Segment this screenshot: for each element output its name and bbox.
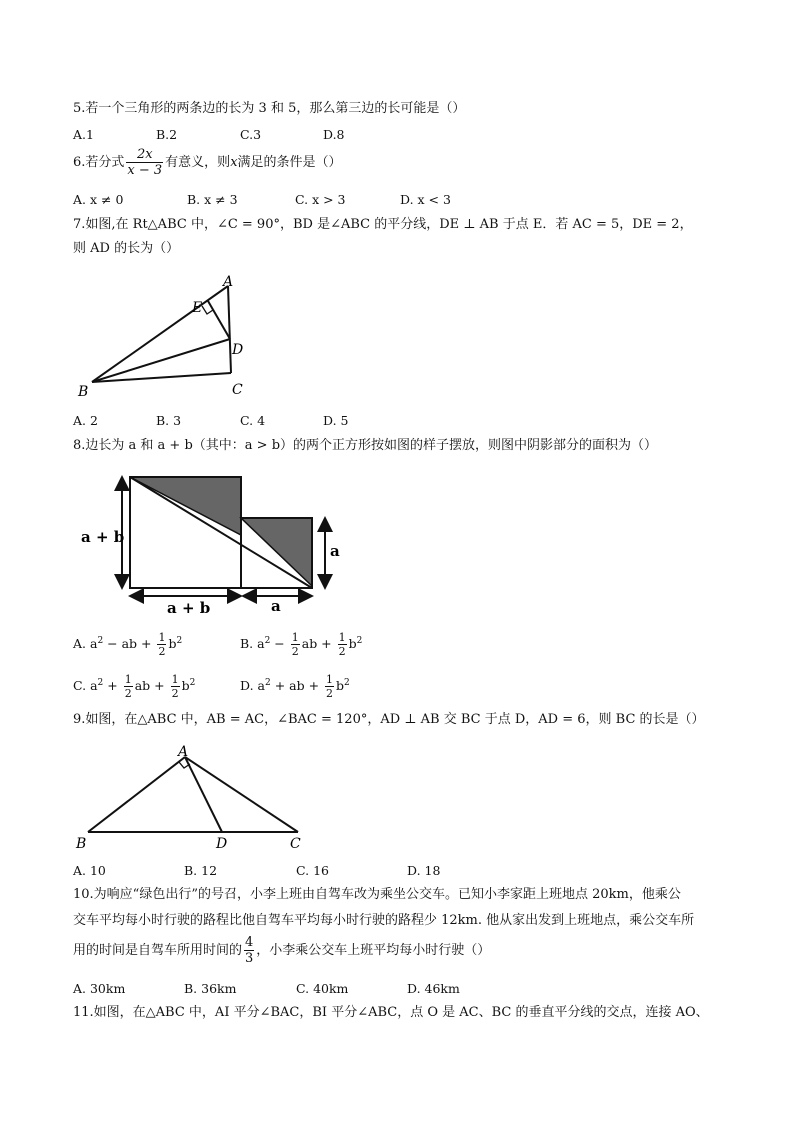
q10-stem-line3: 用的时间是自驾车所用时间的 $\frac{4}{3}$ ，小李乘公交车上班平均每小时行驶（） (73, 935, 491, 966)
q9-option-b: B. 12 (184, 863, 218, 878)
q8-label-right: a (330, 542, 340, 560)
q7-side-ab (92, 286, 228, 382)
q6-option-c: C. x > 3 (295, 192, 346, 207)
q7-label-e: E (192, 300, 203, 316)
q8-stem: 8.边长为 a 和 a + b（其中：a > b）的两个正方形按如图的样子摆放，则图中阴影部分的面积为（） (73, 438, 658, 453)
q6-option-d: D. x < 3 (400, 192, 451, 207)
q6-option-a: A. x ≠ 0 (73, 192, 124, 207)
q9-option-c: C. 16 (296, 863, 329, 878)
q8-shade-large (130, 477, 241, 535)
q9-figure (72, 740, 312, 852)
q9-stem: 9.如图，在△ABC 中，AB = AC，∠BAC = 120°，AD ⊥ AB 交 BC 于点 D，AD = 6，则 BC 的长是（） (73, 712, 705, 727)
q8-label-left: a + b (81, 528, 125, 546)
q8-b-frac1: $\frac{1}{2}$ (291, 631, 299, 659)
q8-option-d: D. $a^2$ + ab + $\frac{1}{2}$ $b^2$ (240, 673, 350, 701)
q7-stem-line2: 则 AD 的长为（） (73, 241, 180, 256)
q7-option-c: C. 4 (240, 413, 266, 428)
q5-option-c: C.3 (240, 127, 262, 142)
q9-option-a: A. 10 (73, 863, 106, 878)
q6-frac-num: 2x (126, 148, 163, 163)
q9-label-a: A (178, 744, 189, 760)
q7-label-c: C (232, 382, 243, 398)
q5-option-d: D.8 (323, 127, 345, 142)
q6-var: x (230, 155, 238, 170)
q7-label-d: D (232, 342, 244, 358)
q7-option-a: A. 2 (73, 413, 98, 428)
q5-option-a: A.1 (73, 127, 94, 142)
q6-frac-den: x − 3 (127, 163, 163, 178)
q6-fraction (126, 148, 163, 177)
q10-option-a: A. 30km (73, 981, 126, 996)
q9-label-b: B (76, 836, 87, 852)
q6-stem (73, 148, 342, 177)
q8-label-bottom-right: a (271, 597, 281, 615)
q8-c-frac1: $\frac{1}{2}$ (124, 673, 132, 701)
q7-segment-de (208, 301, 230, 339)
q5-stem: 5.若一个三角形的两条边的长为 3 和 5，那么第三边的长可能是（） (73, 101, 466, 116)
q8-a-frac: $\frac{1}{2}$ (158, 631, 166, 659)
q7-side-bc (92, 373, 231, 382)
q10-option-d: D. 46km (407, 981, 460, 996)
q8-b-frac2: $\frac{1}{2}$ (338, 631, 346, 659)
q10-stem-line1: 10.为响应“绿色出行”的号召，小李上班由自驾车改为乘坐公交车。已知小李家距上班地点 20km，他乘公 (73, 887, 681, 902)
q10-option-b: B. 36km (184, 981, 237, 996)
q11-stem-line1: 11.如图，在△ABC 中，AI 平分∠BAC，BI 平分∠ABC，点 O 是 AC、BC 的垂直平分线的交点，连接 AO、 (73, 1005, 709, 1020)
q7-option-d: D. 5 (323, 413, 349, 428)
q9-label-c: C (290, 836, 301, 852)
q7-bisector-bd (92, 339, 230, 382)
q8-option-a: A. $a^2$ − ab + $\frac{1}{2}$ $b^2$ (73, 631, 183, 659)
q10-option-c: C. 40km (296, 981, 349, 996)
q7-label-b: B (78, 384, 89, 400)
q7-option-b: B. 3 (156, 413, 182, 428)
q7-figure (75, 272, 255, 402)
q8-c-frac2: $\frac{1}{2}$ (171, 673, 179, 701)
q6-prefix: 6.若分式 (73, 155, 125, 170)
q7-stem-line1: 7.如图,在 Rt△ABC 中，∠C = 90°，BD 是∠ABC 的平分线，DE ⊥ AB 于点 E．若 AC = 5，DE = 2， (73, 217, 693, 232)
q9-label-d: D (216, 836, 228, 852)
q7-label-a: A (223, 274, 234, 290)
q6-option-b: B. x ≠ 3 (187, 192, 238, 207)
q10-fraction: $\frac{4}{3}$ (245, 935, 254, 966)
q9-side-ab (88, 757, 185, 832)
q6-suffix-b: 满足的条件是（） (237, 155, 342, 170)
q9-side-ac (185, 757, 298, 832)
q8-figure (75, 468, 365, 618)
q8-d-frac: $\frac{1}{2}$ (326, 673, 334, 701)
q8-option-b: B. $a^2$ − $\frac{1}{2}$ ab + $\frac{1}{2}$ $b^2$ (240, 631, 363, 659)
q9-option-d: D. 18 (407, 863, 441, 878)
q5-option-b: B.2 (156, 127, 178, 142)
q8-label-bottom-left: a + b (167, 599, 211, 617)
q8-option-c: C. $a^2$ + $\frac{1}{2}$ ab + $\frac{1}{2}$ $b^2$ (73, 673, 196, 701)
q10-stem-line2: 交车平均每小时行驶的路程比他自驾车平均每小时行驶的路程少 12km. 他从家出发到上班地点，乘公交车所 (73, 913, 695, 928)
q6-suffix-a: 有意义，则 (165, 155, 231, 170)
q7-side-ac (228, 286, 231, 373)
